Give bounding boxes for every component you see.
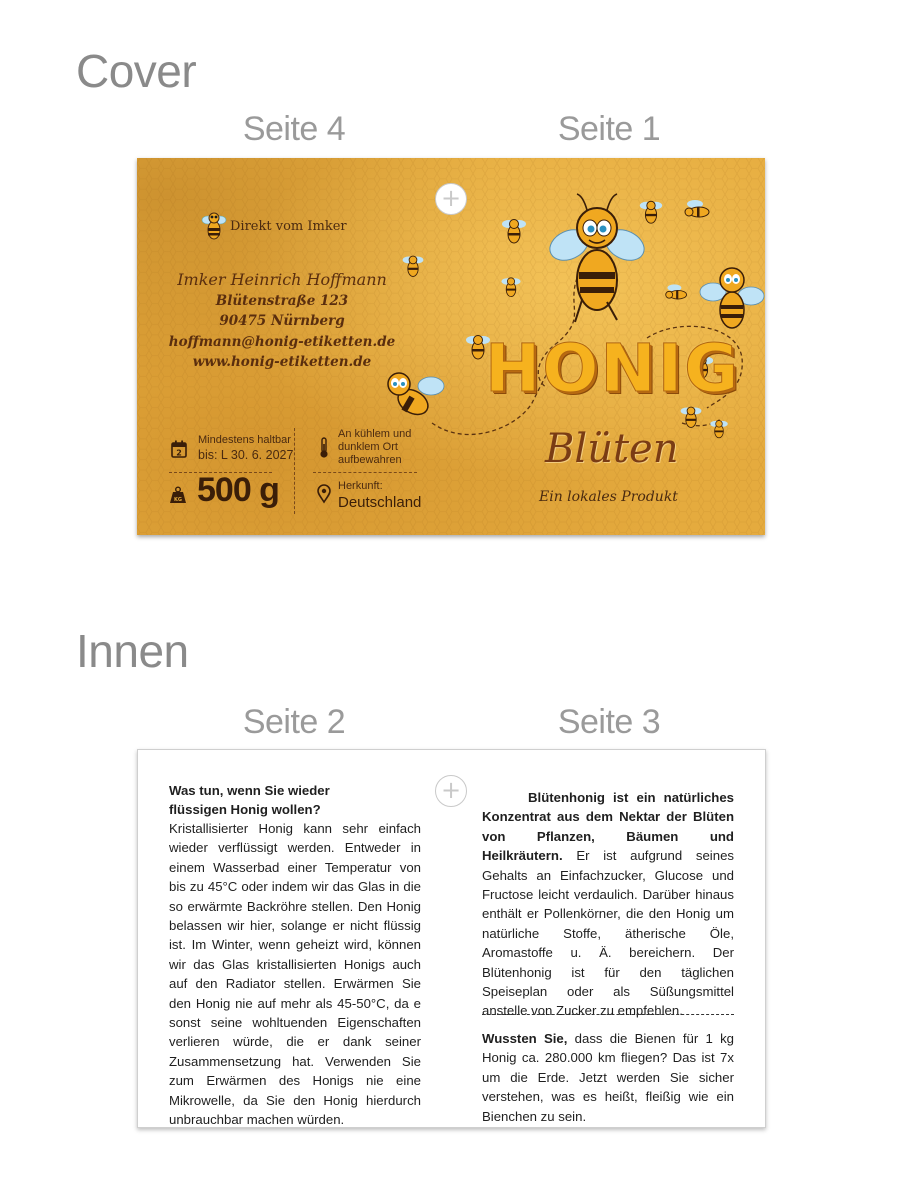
bee-icon: [637, 198, 665, 226]
right-intro-bold: Blütenhonig ist ein natürliches Konzentrat aus dem Nektar der Blüten von Pflanzen, Bäumen und Heilkräutern.: [482, 790, 734, 864]
imker-name: Imker Heinrich Hoffmann: [177, 270, 387, 289]
address-city: 90475 Nürnberg: [219, 313, 345, 329]
bee-icon: [683, 198, 713, 222]
add-page-button-cover[interactable]: +: [435, 183, 467, 215]
innen-section-title: Innen: [76, 625, 189, 677]
address-street: Blütenstraße 123: [215, 292, 349, 309]
bee-icon: [699, 258, 765, 338]
address-web: www.honig-etiketten.de: [192, 354, 372, 370]
bee-icon: [708, 416, 730, 442]
svg-text:KG: KG: [174, 497, 182, 503]
bee-icon: [664, 282, 690, 304]
fact-text: [482, 1029, 734, 1126]
left-heading: Was tun, wenn Sie wieder flüssigen Honig wollen?: [169, 783, 330, 817]
left-body: Kristallisierter Honig kann sehr einfach wieder verflüssigt werden. Entweder in einem Wasserbad einer Temperatur von bis zu 45°C oder indem wir das Glas in die so erwärmte Backröhre stellen. Den Honig belassen wir hier, solange er nicht flüssig ist. Im Winter, wenn geheizt wird, können wir das Glas kristallisierten Honigs auch auf den Radiator stellen. Erwärmen Sie den Honig nie auf mehr als 45-50°C, da e sonst seine wohltuenden Eigenschaften verlieren würde, die er dank seiner Zusammensetzung hat. Verwenden Sie zum Erwärmen des Honigs nie eine Mikrowelle, da Sie den Honig hierdurch unbrauchbar machen würden.: [169, 821, 421, 1128]
product-subtitle-blueten: Blüten: [545, 426, 679, 472]
storage-line-1: An kühlem und: [338, 428, 412, 440]
address-email: hoffmann@honig-etiketten.de: [168, 333, 396, 350]
herkunft-value: Deutschland: [338, 494, 422, 511]
page-label-seite-3: Seite 3: [557, 703, 661, 741]
storage-line-3: aufbewahren: [338, 454, 402, 466]
right-body: Er ist aufgrund seines Gehalts an Einfachzucker, Glucose und Fructose leicht verdaulich. Darüber hinaus enthält er Pollenkörner, die den Honig um natürliche Stoffe, ätherische Öle, Aromastoffe u. Ä. bereichern. Der Blütenhonig ist für den täglichen Speiseplan oder als Süßungsmittel anstelle von Zucker zu empfehlen.: [482, 848, 734, 1019]
product-title-honig: HONIG: [485, 330, 741, 407]
mhd-label: Mindestens haltbar: [198, 434, 291, 446]
page-label-seite-2: Seite 2: [242, 703, 346, 741]
cover-label: [137, 158, 765, 535]
cover-section-title: Cover: [76, 45, 197, 97]
fact-divider: [482, 1014, 734, 1015]
innen-label: [137, 749, 766, 1128]
add-page-button-innen[interactable]: +: [435, 775, 467, 807]
page-label-seite-4: Seite 4: [242, 110, 346, 148]
page-label-seite-1: Seite 1: [557, 110, 661, 148]
bee-icon: [383, 366, 447, 432]
fact-bold: Wussten Sie,: [482, 1031, 568, 1046]
direkt-vom-imker-text: Direkt vom Imker: [230, 219, 347, 234]
bee-icon: [499, 216, 529, 246]
bee-icon: [499, 273, 523, 301]
bee-icon: [400, 253, 426, 279]
left-column-text: [169, 781, 421, 1130]
fact-body: dass die Bienen für 1 kg Honig ca. 280.000 km fliegen? Das ist 7x um die Erde. Jetzt werden Sie sicher verstehen, was es heißt, fleißig wie ein Bienchen zu sein.: [482, 1031, 735, 1124]
mhd-value: bis: L 30. 6. 2027: [198, 448, 294, 462]
net-weight: 500 g: [197, 471, 279, 509]
bee-icon: [547, 190, 647, 330]
right-column-text: [482, 788, 734, 1021]
product-tagline: Ein lokales Produkt: [539, 489, 678, 505]
herkunft-label: Herkunft:: [338, 480, 383, 492]
svg-text:2: 2: [176, 448, 182, 458]
bee-icon: [678, 403, 704, 431]
storage-line-2: dunklem Ort: [338, 441, 398, 453]
